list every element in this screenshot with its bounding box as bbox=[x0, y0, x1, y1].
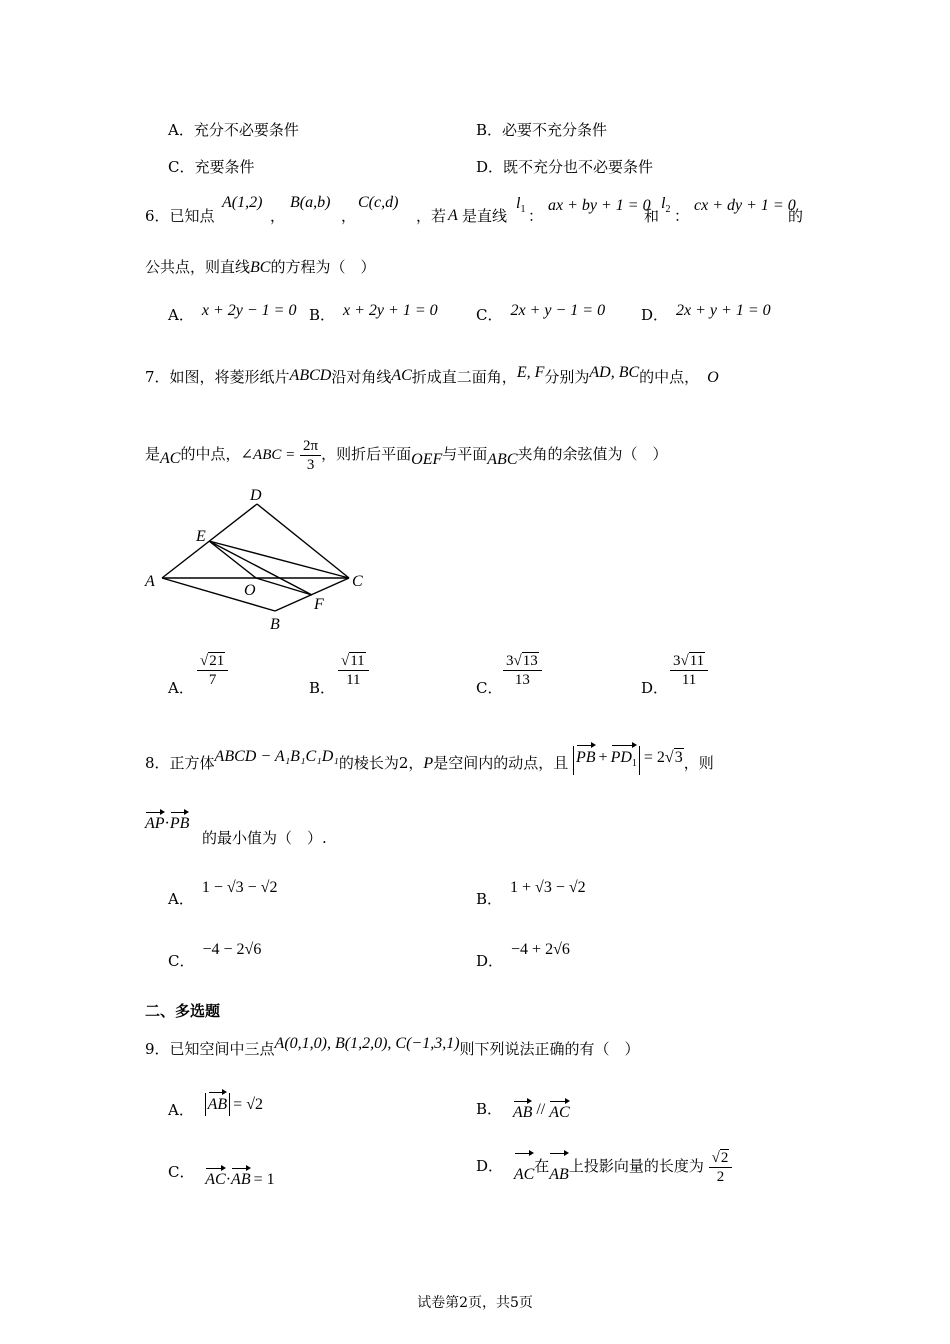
q6-colon-2: ： bbox=[674, 207, 690, 225]
q8-line2-text: 的最小值为（ ）. bbox=[202, 829, 327, 847]
q8-line2-vectors: AP·PB bbox=[145, 815, 190, 832]
q7-option-a-label: A． bbox=[168, 679, 194, 697]
q9-option-a: A． AB = √2 bbox=[168, 1099, 263, 1122]
q6-comma-1: ， bbox=[270, 207, 286, 225]
q6-eq1: ax + by + 1 = 0 bbox=[548, 197, 651, 214]
q6-eq2: cx + dy + 1 = 0 bbox=[694, 197, 796, 214]
edge-dc bbox=[257, 504, 349, 578]
q7-option-b-frac: $\frac{√11}{11}$ bbox=[338, 652, 369, 689]
label-a: A bbox=[145, 573, 155, 590]
q7-option-a-frac: $\frac{√21}{7}$ bbox=[197, 652, 228, 689]
q7-option-c-label: C． bbox=[476, 679, 503, 697]
q6-comma-2: ， bbox=[341, 207, 357, 225]
q7-option-d-label: D． bbox=[641, 679, 669, 697]
q6-de: 的 bbox=[788, 207, 804, 225]
q6-point-a: A(1,2) bbox=[222, 194, 263, 211]
q9-option-b: B． AB // AC bbox=[476, 1100, 570, 1121]
q9-line1: 9．已知空间中三点A(0,1,0), B(1,2,0), C(−1,3,1)则下列说法正确的有（ ） bbox=[145, 1035, 640, 1058]
label-f: F bbox=[314, 596, 324, 613]
q6-prefix: 6．已知点 bbox=[145, 207, 215, 225]
q5-option-d: D．既不充分也不必要条件 bbox=[476, 158, 654, 176]
q9-option-c: C． AC·AB = 1 bbox=[168, 1163, 275, 1188]
q6-option-c: C． 2x + y − 1 = 0 bbox=[476, 302, 606, 324]
q8-option-d: D．−4 + 2√6 bbox=[476, 941, 570, 970]
q7-line1: 7．如图，将菱形纸片ABCD沿对角线AC折成直二面角，E, F分别为AD, BC的中点， O bbox=[145, 364, 719, 386]
edge-ef bbox=[209, 541, 312, 595]
label-d: D bbox=[250, 487, 262, 504]
q6-point-c: C(c,d) bbox=[358, 194, 399, 211]
label-e: E bbox=[196, 528, 206, 545]
q7-option-b-label: B． bbox=[309, 679, 336, 697]
q6-option-a: A． x + 2y − 1 = 0 bbox=[168, 302, 297, 324]
label-o: O bbox=[244, 582, 256, 599]
label-c: C bbox=[352, 573, 363, 590]
q6-is-line: 是直线 bbox=[462, 207, 508, 225]
q5-option-c: C．充要条件 bbox=[168, 158, 255, 176]
q5-option-b: B．必要不充分条件 bbox=[476, 121, 608, 139]
section-heading-multiple-choice: 二、多选题 bbox=[145, 1002, 221, 1020]
q6-a-label: A bbox=[448, 207, 458, 224]
q7-option-d-frac: $\frac{3√11}{11}$ bbox=[670, 652, 708, 689]
q7-option-c-frac: $\frac{3√13}{13}$ bbox=[503, 652, 542, 689]
q8-option-c: C．−4 − 2√6 bbox=[168, 941, 262, 970]
q6-if: ，若 bbox=[416, 207, 447, 225]
q6-colon-1: ： bbox=[528, 207, 544, 225]
edge-ec bbox=[209, 541, 349, 578]
q6-line2: 公共点，则直线BC的方程为（ ） bbox=[145, 258, 376, 276]
q6-and: 和 bbox=[644, 207, 660, 225]
q5-option-a: A．充分不必要条件 bbox=[168, 121, 299, 139]
q9-option-d: D． AC在AB上投影向量的长度为 $\frac{√2}{2}$ bbox=[476, 1146, 732, 1187]
q6-l1: $l_1$ bbox=[516, 195, 526, 216]
label-b: B bbox=[270, 616, 280, 633]
q6-option-d: D． 2x + y + 1 = 0 bbox=[641, 302, 771, 324]
edge-ab bbox=[162, 578, 275, 611]
q6-option-b: B． x + 2y + 1 = 0 bbox=[309, 302, 438, 324]
page-footer: 试卷第2页，共5页 bbox=[417, 1295, 533, 1311]
q7-figure bbox=[140, 483, 380, 635]
q6-point-b: B(a,b) bbox=[290, 194, 331, 211]
q7-line2: 是AC的中点，∠ABC = $\frac{2\pi}{3}$ ，则折后平面OEF与平面ABC夹角的余弦值为（ ） bbox=[145, 437, 668, 473]
q6-l2: $l_2$ bbox=[661, 195, 671, 216]
q8-option-a: A．1 − √3 − √2 bbox=[168, 879, 278, 908]
q8-line1: 8．正方体ABCD − A₁B₁C₁D₁的棱长为2，P是空间内的动点，且 PB + $PD_1 = 2√3$，则 bbox=[145, 752, 714, 781]
q8-option-b: B．1 + √3 − √2 bbox=[476, 879, 586, 908]
